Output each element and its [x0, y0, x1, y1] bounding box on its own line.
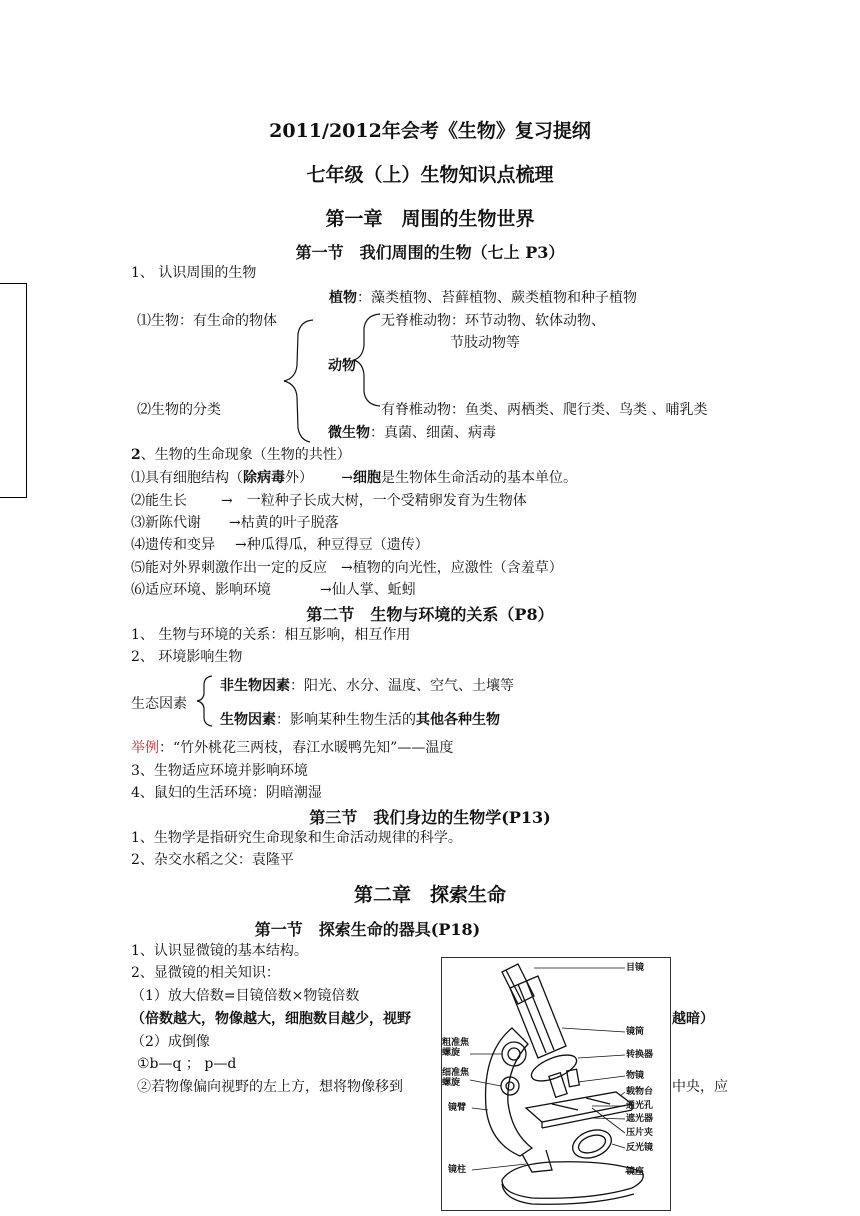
- classification-label: ⑵生物的分类: [137, 402, 221, 418]
- phenomenon-6: ⑹适应环境、影响环境 →仙人掌、蚯蚓: [131, 582, 416, 598]
- label-fine-adjust-1: 细准焦: [442, 1068, 470, 1078]
- ch1-sec2-l2: 2、 环境影响生物: [131, 649, 243, 665]
- ch2-sec1-l7a: ②若物像偏向视野的左上方，想将物像移到: [137, 1079, 403, 1095]
- label-base: 镜座: [626, 1167, 645, 1177]
- label-coarse-adjust-1: 粗准焦: [442, 1038, 470, 1048]
- label-nosepiece: 转换器: [626, 1050, 654, 1060]
- label-eyepiece: 目镜: [626, 963, 645, 973]
- label-arm: 镜臂: [448, 1103, 467, 1113]
- abiotic-factors: 非生物因素：阳光、水分、温度、空气、土壤等: [220, 678, 514, 694]
- ch2-sec1-l5: （2）成倒像: [131, 1034, 210, 1050]
- ch2-sec1-l3: （1）放大倍数=目镜倍数×物镜倍数: [131, 988, 360, 1004]
- label-diaphragm: 遮光器: [626, 1114, 654, 1124]
- ch1-sec1-item2: 2、生物的生命现象（生物的共性）: [131, 447, 351, 463]
- label-pillar: 镜柱: [448, 1165, 467, 1175]
- label-fine-adjust-2: 螺旋: [442, 1078, 461, 1088]
- microscope-diagram: [441, 957, 671, 1211]
- label-clip: 压片夹: [626, 1128, 654, 1138]
- ch2-sec1-l1: 1、认识显微镜的基本结构。: [131, 943, 308, 959]
- label-coarse-adjust-2: 螺旋: [442, 1048, 461, 1058]
- microbes-line: 微生物：真菌、细菌、病毒: [328, 425, 496, 441]
- ch1-sec2-l1: 1、 生物与环境的关系：相互影响，相互作用: [131, 627, 411, 643]
- ch2-sec1-l4a: （倍数越大，物像越大，细胞数目越少，视野: [131, 1011, 411, 1027]
- classification-brace: [280, 310, 390, 445]
- ch2-sec1-title: 第一节 探索生命的器具(P18): [254, 920, 481, 939]
- chapter2-title: 第二章 探索生命: [353, 884, 506, 906]
- phenomenon-1: ⑴具有细胞结构（除病毒外） →细胞是生物体生命活动的基本单位。: [131, 470, 577, 486]
- eco-brace: [194, 672, 216, 730]
- ch1-sec3-l2: 2、杂交水稻之父：袁隆平: [131, 852, 294, 868]
- doc-subtitle: 七年级（上）生物知识点梳理: [306, 164, 554, 186]
- vertebrates-line: 有脊椎动物：鱼类、两栖类、爬行类、鸟类 、哺乳类: [381, 402, 708, 418]
- ch1-sec1-item1: 1、 认识周围的生物: [131, 265, 257, 281]
- plants-line: 植物：藻类植物、苔藓植物、蕨类植物和种子植物: [329, 290, 637, 306]
- label-stage: 载物台: [626, 1087, 654, 1097]
- animals-label: 动物: [328, 358, 356, 374]
- label-objective: 物镜: [626, 1071, 645, 1081]
- ch1-sec3-title: 第三节 我们身边的生物学(P13): [309, 808, 551, 827]
- ch1-sec2-l3: 3、生物适应环境并影响环境: [131, 763, 308, 779]
- ch2-sec1-l4b: 越暗）: [672, 1011, 714, 1027]
- ch1-sec1-title: 第一节 我们周围的生物（七上 P3）: [295, 243, 565, 262]
- phenomenon-2: ⑵能生长 → 一粒种子长成大树，一个受精卵发育为生物体: [131, 493, 527, 509]
- ch2-sec1-l2: 2、显微镜的相关知识：: [131, 965, 280, 981]
- chapter1-title: 第一章 周围的生物世界: [325, 208, 535, 230]
- invertebrates-line: 无脊椎动物：环节动物、软体动物、: [381, 313, 605, 329]
- example-line: 举例：“竹外桃花三两枝，春江水暖鸭先知”——温度: [131, 740, 454, 756]
- invertebrates-line2: 节肢动物等: [450, 335, 520, 351]
- label-mirror: 反光镜: [626, 1143, 654, 1153]
- doc-title: 2011/2012年会考《生物》复习提纲: [269, 120, 591, 142]
- phenomenon-5: ⑸能对外界刺激作出一定的反应 →植物的向光性，应激性（含羞草）: [131, 560, 563, 576]
- ch1-sec3-l1: 1、生物学是指研究生命现象和生命活动规律的科学。: [131, 830, 462, 846]
- ch2-sec1-l6: ①b—q ； p—d: [137, 1056, 237, 1072]
- eco-factors-label: 生态因素: [131, 696, 187, 712]
- ch2-sec1-l7b: 中央，应: [672, 1079, 728, 1095]
- ch1-sec2-title: 第二节 生物与环境的关系（P8）: [306, 605, 554, 624]
- phenomenon-3: ⑶新陈代谢 →枯黄的叶子脱落: [131, 515, 339, 531]
- label-tube: 镜筒: [626, 1027, 645, 1037]
- ch1-sec2-l4: 4、鼠妇的生活环境：阴暗潮湿: [131, 785, 322, 801]
- phenomenon-4: ⑷遗传和变异 →种瓜得瓜，种豆得豆（遗传）: [131, 537, 429, 553]
- organism-def: ⑴生物：有生命的物体: [137, 313, 277, 329]
- biotic-factors: 生物因素：影响某种生物生活的其他各种生物: [220, 712, 500, 728]
- label-hole: 通光孔: [626, 1101, 654, 1111]
- margin-binding-box: [0, 283, 27, 498]
